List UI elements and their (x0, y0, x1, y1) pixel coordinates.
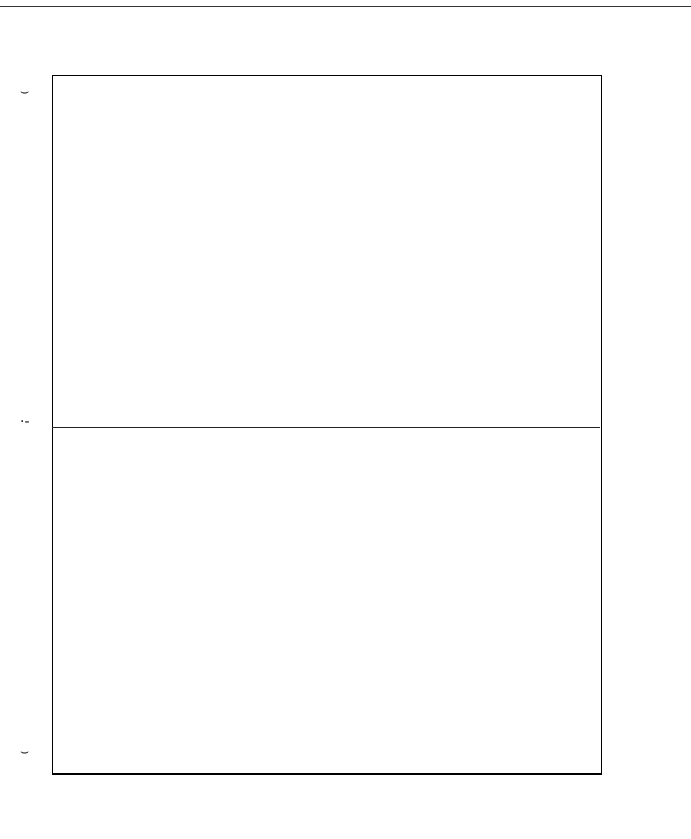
results-frame (52, 75, 602, 775)
margin-mark-icon: ·- (20, 414, 30, 430)
margin-mark-icon: ⌣ (20, 744, 30, 760)
divider (52, 427, 600, 428)
top-rule (0, 6, 691, 7)
margin-mark-icon: ⌣ (20, 84, 30, 100)
column-header-row (52, 477, 600, 493)
